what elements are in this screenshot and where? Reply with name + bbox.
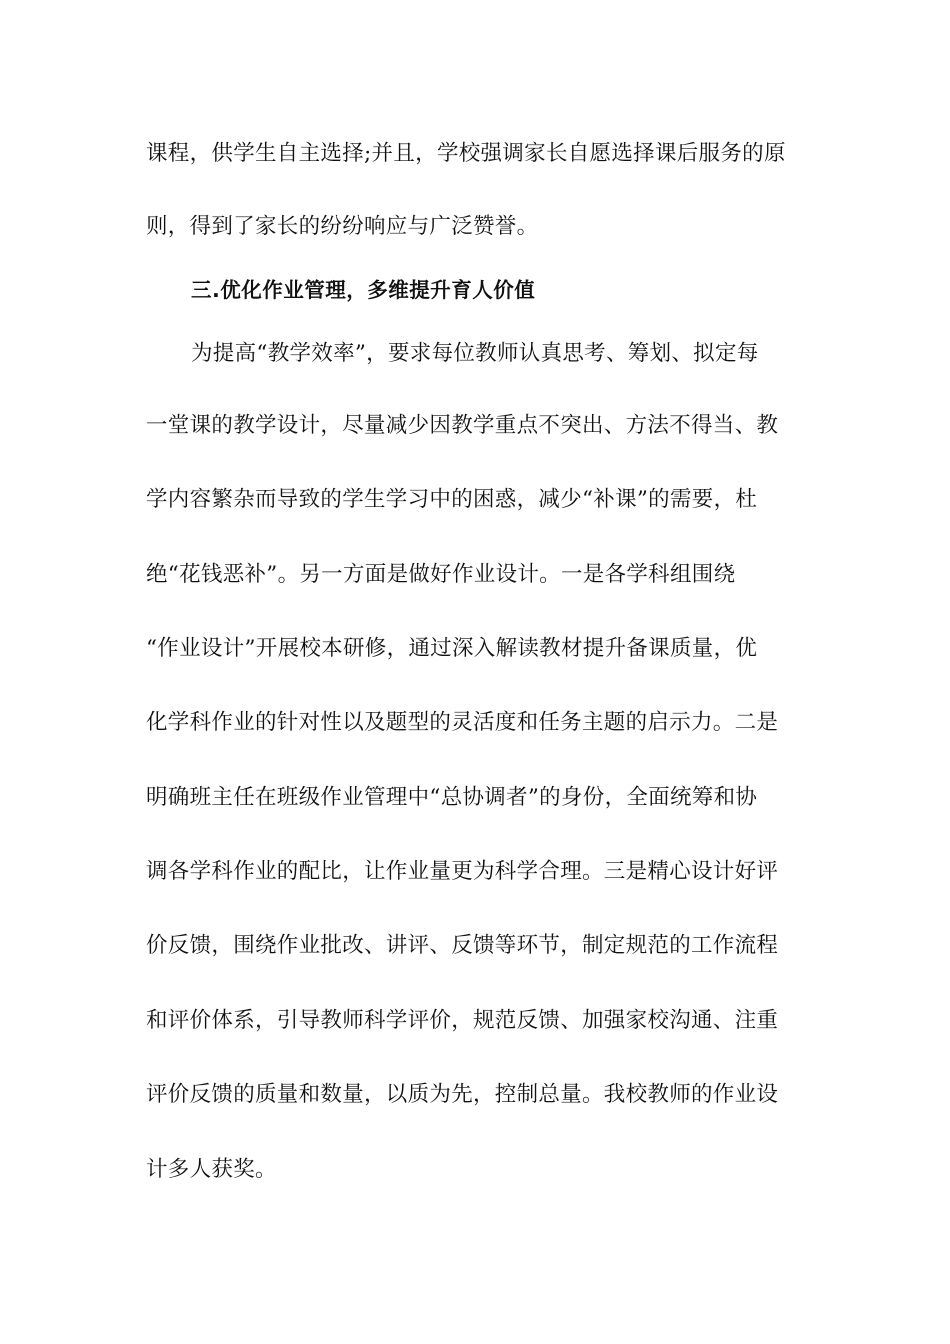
paragraph-line: 明确班主任在班级作业管理中“总协调者”的身份，全面统筹和协 — [146, 785, 758, 810]
paragraph-line: 调各学科作业的配比，让作业量更为科学合理。三是精心设计好评 — [146, 859, 779, 884]
paragraph-line: “作业设计”开展校本研修，通过深入解读教材提升备课质量，优 — [146, 636, 758, 661]
paragraph-line: 为提高“教学效率”，要求每位教师认真思考、筹划、拟定每 — [191, 341, 759, 366]
paragraph-line: 则，得到了家长的纷纷响应与广泛赞誉。 — [146, 214, 539, 239]
paragraph-line: 绝“花钱恶补”。另一方面是做好作业设计。一是各学科组围绕 — [146, 562, 736, 587]
paragraph-line: 一堂课的教学设计，尽量减少因教学重点不突出、方法不得当、教 — [146, 413, 779, 438]
paragraph-line: 评价反馈的质量和数量，以质为先，控制总量。我校教师的作业设 — [146, 1082, 779, 1107]
paragraph-line: 学内容繁杂而导致的学生学习中的困惑，减少“补课”的需要，杜 — [146, 487, 758, 512]
section-heading: 三.优化作业管理，多维提升育人价值 — [191, 278, 536, 302]
paragraph-line: 价反馈，围绕作业批改、讲评、反馈等环节，制定规范的工作流程 — [146, 933, 779, 958]
paragraph-line: 计多人获奖。 — [146, 1157, 277, 1182]
paragraph-line: 课程，供学生自主选择;并且，学校强调家长自愿选择课后服务的原 — [146, 141, 786, 166]
paragraph-line: 化学科作业的针对性以及题型的灵活度和任务主题的启示力。二是 — [146, 710, 779, 735]
paragraph-line: 和评价体系，引导教师科学评价，规范反馈、加强家校沟通、注重 — [146, 1008, 779, 1033]
